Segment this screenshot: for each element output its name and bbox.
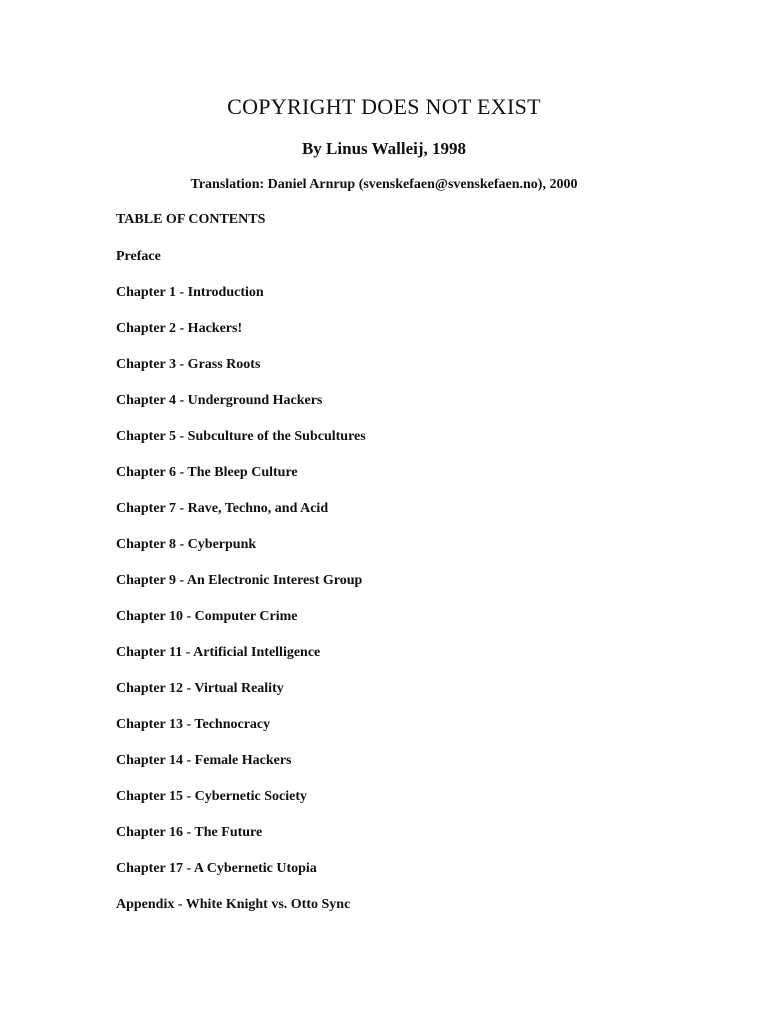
toc-item-chapter-10[interactable]: Chapter 10 - Computer Crime xyxy=(116,609,298,624)
toc-item-chapter-17[interactable]: Chapter 17 - A Cybernetic Utopia xyxy=(116,861,317,876)
author-byline: By Linus Walleij, 1998 xyxy=(301,139,467,158)
document-title: COPYRIGHT DOES NOT EXIST xyxy=(227,94,541,119)
translation-credit: Translation: Daniel Arnrup (svenskefaen@svenskefaen.no), 2000 xyxy=(190,177,578,192)
toc-item-chapter-12[interactable]: Chapter 12 - Virtual Reality xyxy=(116,681,284,696)
toc-item-chapter-15[interactable]: Chapter 15 - Cybernetic Society xyxy=(116,789,308,804)
toc-item-chapter-13[interactable]: Chapter 13 - Technocracy xyxy=(116,717,271,732)
toc-item-chapter-7[interactable]: Chapter 7 - Rave, Techno, and Acid xyxy=(116,501,329,516)
toc-item-chapter-4[interactable]: Chapter 4 - Underground Hackers xyxy=(116,393,323,408)
toc-item-chapter-16[interactable]: Chapter 16 - The Future xyxy=(116,825,263,840)
toc-item-preface[interactable]: Preface xyxy=(116,249,161,264)
toc-item-chapter-3[interactable]: Chapter 3 - Grass Roots xyxy=(116,357,261,372)
toc-item-appendix[interactable]: Appendix - White Knight vs. Otto Sync xyxy=(116,897,351,912)
table-of-contents xyxy=(116,248,366,932)
toc-item-chapter-8[interactable]: Chapter 8 - Cyberpunk xyxy=(116,537,257,552)
toc-item-chapter-1[interactable]: Chapter 1 - Introduction xyxy=(116,285,264,300)
toc-item-chapter-5[interactable]: Chapter 5 - Subculture of the Subcultures xyxy=(116,429,366,444)
toc-item-chapter-6[interactable]: Chapter 6 - The Bleep Culture xyxy=(116,465,298,480)
toc-heading: TABLE OF CONTENTS xyxy=(116,212,266,227)
toc-item-chapter-2[interactable]: Chapter 2 - Hackers! xyxy=(116,321,243,336)
toc-item-chapter-11[interactable]: Chapter 11 - Artificial Intelligence xyxy=(116,645,321,660)
toc-item-chapter-14[interactable]: Chapter 14 - Female Hackers xyxy=(116,753,292,768)
toc-item-chapter-9[interactable]: Chapter 9 - An Electronic Interest Group xyxy=(116,573,363,588)
